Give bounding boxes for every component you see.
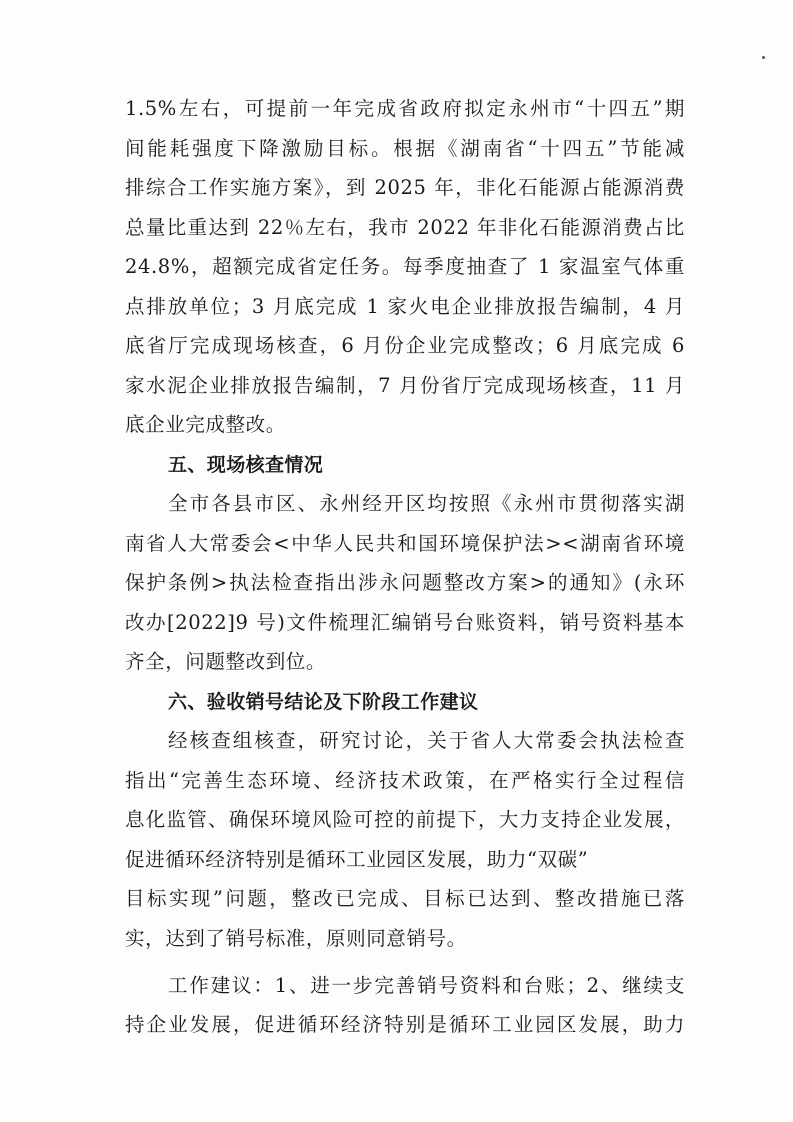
paragraph-line: 底企业完成整改。 [125,413,286,436]
paragraph-line: 指出“完善生态环境、经济技术政策，在严格实行全过程信 [125,769,685,792]
paragraph-line: 底省厅完成现场核查，6 月份企业完成整改；6 月底完成 6 [125,334,685,357]
paragraph-line: 齐全，问题整改到位。 [125,650,327,673]
paragraph-line: 间能耗强度下降激励目标。根据《湖南省“十四五”节能减 [125,137,685,160]
paragraph-line: 持企业发展，促进循环经济特别是循环工业园区发展，助力 [125,1013,685,1036]
paragraph-line: 工作建议：1、进一步完善销号资料和台账；2、继续支 [168,974,685,997]
section-heading: 六、验收销号结论及下阶段工作建议 [168,691,479,713]
paragraph-line: 点排放单位；3 月底完成 1 家火电企业排放报告编制，4 月 [125,295,685,318]
paragraph-line: 全市各县市区、永州经开区均按照《永州市贯彻落实湖 [168,492,685,515]
paragraph-line: 家水泥企业排放报告编制，7 月份省厅完成现场核查，11 月 [125,374,685,397]
paragraph-line: 24.8%，超额完成省定任务。每季度抽查了 1 家温室气体重 [125,255,685,278]
paragraph-line: 息化监管、确保环境风险可控的前提下，大力支持企业发展， [125,808,685,831]
paragraph-line: 实，达到了销号标准，原则同意销号。 [125,927,467,950]
paragraph-line: 保护条例>执法检查指出涉永问题整改方案>的通知》(永环 [125,571,685,594]
section-heading: 五、现场核查情况 [168,454,324,476]
paragraph-line: 经核查组核查，研究讨论，关于省人大常委会执法检查 [168,729,685,752]
paragraph-line: 1.5%左右，可提前一年完成省政府拟定永州市“十四五”期 [125,97,685,120]
paragraph-line: 目标实现”问题，整改已完成、目标已达到、整改措施已落 [125,887,685,910]
paragraph-line: 排综合工作实施方案》，到 2025 年，非化石能源占能源消费 [125,176,685,199]
scan-dot [762,56,765,59]
paragraph-line: 改办[2022]9 号)文件梳理汇编销号台账资料，销号资料基本 [125,611,685,634]
paragraph-line: 总量比重达到 22％左右，我市 2022 年非化石能源消费占比 [125,216,685,239]
paragraph-line: 促进循环经济特别是循环工业园区发展，助力“双碳” [125,848,589,871]
paragraph-line: 南省人大常委会<中华人民共和国环境保护法><湖南省环境 [125,532,685,555]
